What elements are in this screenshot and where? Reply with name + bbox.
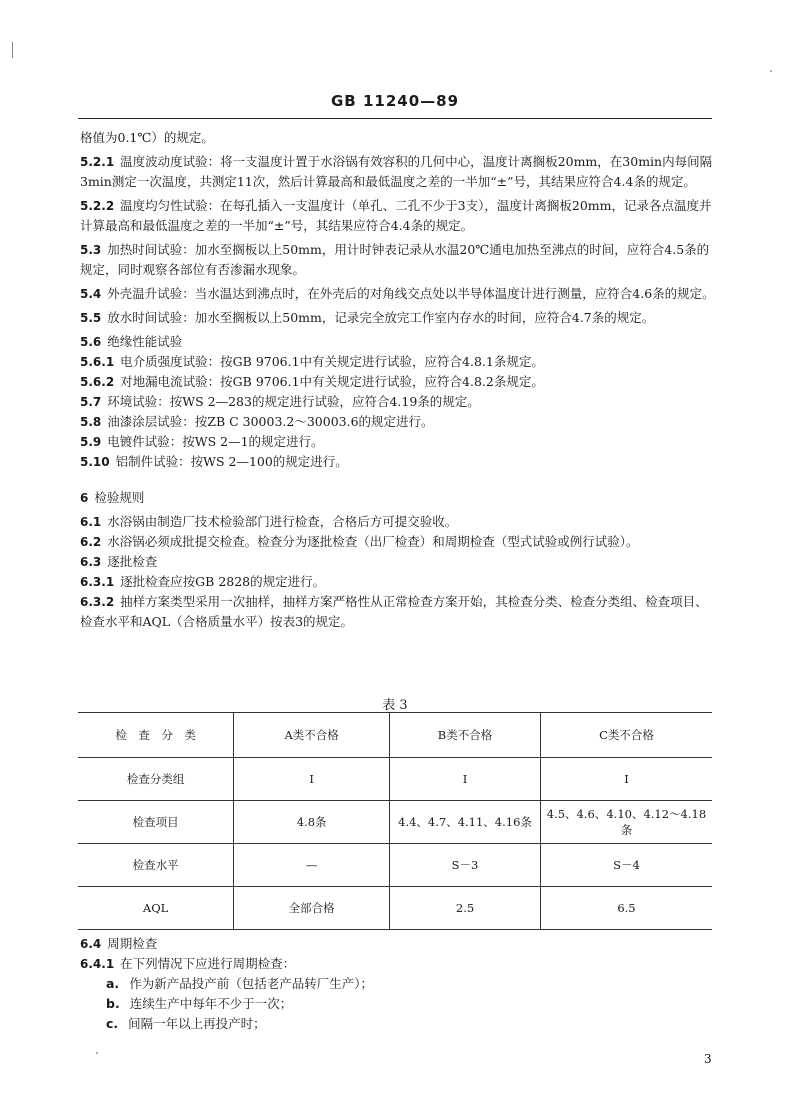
- clause-number: 5.9: [80, 435, 102, 449]
- table-row: [78, 801, 712, 844]
- table-cell: 4.8条: [234, 801, 390, 844]
- paragraph-5-6-2: [80, 372, 720, 392]
- clause-number: 6.3: [80, 555, 102, 569]
- paragraph-6-2: [80, 532, 720, 552]
- paragraph-6-3-2: [80, 592, 720, 632]
- paragraph-text: 环境试验：按WS 2—283的规定进行试验，应符合4.19条的规定。: [107, 394, 480, 409]
- table-caption: 表 3: [382, 698, 408, 713]
- clause-number: 6.1: [80, 515, 102, 529]
- paragraph-text: 绝缘性能试验: [107, 334, 183, 349]
- table-cell: —: [234, 844, 390, 887]
- paragraph-text: 放水时间试验：加水至搁板以上50mm，记录完全放完工作室内存水的时间，应符合4.7条的规定。: [107, 310, 655, 325]
- paragraph: [80, 128, 720, 148]
- clause-number: 5.2.2: [80, 199, 115, 213]
- table-cell: I: [234, 758, 390, 801]
- clause-number: 5.6: [80, 335, 102, 349]
- clause-number: 5.7: [80, 395, 102, 409]
- table-header-cell: A类不合格: [234, 713, 390, 758]
- table-header-cell: C类不合格: [540, 713, 712, 758]
- list-item-text: 作为新产品投产前（包括老产品转厂生产）；: [129, 976, 373, 991]
- list-item: [80, 974, 720, 994]
- paragraph-text: 抽样方案类型采用一次抽样，抽样方案严格性从正常检查方案开始，其检查分类、检查分类组、检查项目、检查水平和AQL（合格质量水平）按表3的规定。: [80, 594, 708, 629]
- table-cell: 检查水平: [78, 844, 234, 887]
- clause-number: 5.8: [80, 415, 102, 429]
- list-item: [80, 994, 720, 1014]
- paragraph-5-9: [80, 432, 720, 452]
- clause-number: 5.3: [80, 243, 102, 257]
- paragraph-text: 加热时间试验：加水至搁板以上50mm，用计时钟表记录从水温20℃通电加热至沸点的时间，应符合4.5条的规定，同时观察各部位有否渗漏水现象。: [80, 242, 710, 277]
- table-cell: AQL: [78, 887, 234, 930]
- list-item: [80, 1014, 720, 1034]
- paragraph-text: 水浴锅必须成批提交检查。检查分为逐批检查（出厂检查）和周期检查（型式试验或例行试验）。: [107, 534, 639, 549]
- paragraph-text: 水浴锅由制造厂技术检验部门进行检查，合格后方可提交验收。: [107, 514, 458, 529]
- list-marker: a.: [106, 976, 120, 991]
- table-cell: 检查项目: [78, 801, 234, 844]
- table-cell: 6.5: [540, 887, 712, 930]
- paragraph-text: 对地漏电流试验：按GB 9706.1中有关规定进行试验，应符合4.8.2条规定。: [120, 374, 544, 389]
- clause-number: 5.5: [80, 311, 102, 325]
- clause-number: 6.3.1: [80, 575, 115, 589]
- clause-number: 5.6.2: [80, 375, 115, 389]
- scan-artifact: [96, 1052, 98, 1054]
- table-row: [78, 844, 712, 887]
- paragraph-5-8: [80, 412, 720, 432]
- paragraph-6-4: [80, 934, 720, 954]
- clause-number: 6.4: [80, 937, 102, 951]
- page-header: GB 11240—89: [330, 92, 460, 110]
- paragraph-6-4-1: [80, 954, 720, 974]
- table-cell: 全部合格: [234, 887, 390, 930]
- paragraph-5-2-2: [80, 196, 720, 236]
- paragraph-6-1: [80, 512, 720, 532]
- table-header-cell: B类不合格: [390, 713, 541, 758]
- paragraph-text: 铝制件试验：按WS 2—100的规定进行。: [115, 454, 348, 469]
- table-cell: I: [540, 758, 712, 801]
- table-cell: 4.5、4.6、4.10、4.12～4.18条: [540, 801, 712, 844]
- section-6-heading: [80, 488, 720, 508]
- paragraph-5-7: [80, 392, 720, 412]
- section-number: 6: [80, 491, 89, 505]
- section-title: 检验规则: [94, 490, 145, 505]
- table-row: [78, 758, 712, 801]
- clause-number: 6.4.1: [80, 957, 115, 971]
- list-item-text: 间隔一年以上再投产时；: [128, 1016, 266, 1031]
- list-item-text: 连续生产中每年不少于一次；: [129, 996, 293, 1011]
- list-marker: b.: [106, 996, 120, 1011]
- table-header-cell: 检 查 分 类: [78, 713, 234, 758]
- paragraph-text: 逐批检查应按GB 2828的规定进行。: [120, 574, 326, 589]
- page-number: 3: [704, 1052, 712, 1066]
- paragraph-text: 温度波动度试验：将一支温度计置于水浴锅有效容积的几何中心，温度计离搁板20mm，在30min内每间隔3min测定一次温度，共测定11次，然后计算最高和最低温度之差的一半加“±”号，其结果应符合4.4条的规定。: [80, 154, 713, 189]
- paragraph-text: 格值为0.1℃）的规定。: [80, 130, 214, 145]
- list-marker: c.: [106, 1016, 119, 1031]
- inspection-table: [78, 712, 712, 930]
- clause-number: 6.2: [80, 535, 102, 549]
- table-cell: 4.4、4.7、4.11、4.16条: [390, 801, 541, 844]
- table-row: [78, 887, 712, 930]
- clause-number: 5.4: [80, 287, 102, 301]
- clause-number: 5.10: [80, 455, 110, 469]
- scan-artifact: [770, 70, 772, 72]
- paragraph-5-5: [80, 308, 720, 328]
- table-cell: S－3: [390, 844, 541, 887]
- paragraph-text: 逐批检查: [107, 554, 158, 569]
- scan-artifact: [12, 42, 13, 58]
- paragraph-5-2-1: [80, 152, 720, 192]
- paragraph-5-6: [80, 332, 720, 352]
- paragraph-5-10: [80, 452, 720, 472]
- table-cell: 检查分类组: [78, 758, 234, 801]
- section-6-4-text: [80, 934, 720, 1034]
- clause-number: 5.2.1: [80, 155, 115, 169]
- paragraph-text: 温度均匀性试验：在每孔插入一支温度计（单孔、二孔不少于3支），温度计离搁板20mm，记录各点温度并计算最高和最低温度之差的一半加“±”号，其结果应符合4.4条的规定。: [80, 198, 712, 233]
- paragraph-text: 在下列情况下应进行周期检查：: [120, 956, 296, 971]
- clause-number: 5.6.1: [80, 355, 115, 369]
- table-cell: S－4: [540, 844, 712, 887]
- clause-number: 6.3.2: [80, 595, 115, 609]
- header-rule: [78, 118, 712, 119]
- paragraph-5-6-1: [80, 352, 720, 372]
- paragraph-text: 电介质强度试验：按GB 9706.1中有关规定进行试验，应符合4.8.1条规定。: [120, 354, 544, 369]
- table-header-row: [78, 713, 712, 758]
- paragraph-text: 电镀件试验：按WS 2—1的规定进行。: [107, 434, 324, 449]
- paragraph-6-3: [80, 552, 720, 572]
- table-cell: 2.5: [390, 887, 541, 930]
- paragraph-5-3: [80, 240, 720, 280]
- paragraph-5-4: [80, 284, 720, 304]
- paragraph-text: 外壳温升试验：当水温达到沸点时，在外壳后的对角线交点处以半导体温度计进行测量，应符合4.6条的规定。: [107, 286, 715, 301]
- paragraph-text: 油漆涂层试验：按ZB C 30003.2～30003.6的规定进行。: [107, 414, 434, 429]
- section-5-text: [80, 128, 720, 632]
- paragraph-6-3-1: [80, 572, 720, 592]
- table-cell: I: [390, 758, 541, 801]
- paragraph-text: 周期检查: [107, 936, 158, 951]
